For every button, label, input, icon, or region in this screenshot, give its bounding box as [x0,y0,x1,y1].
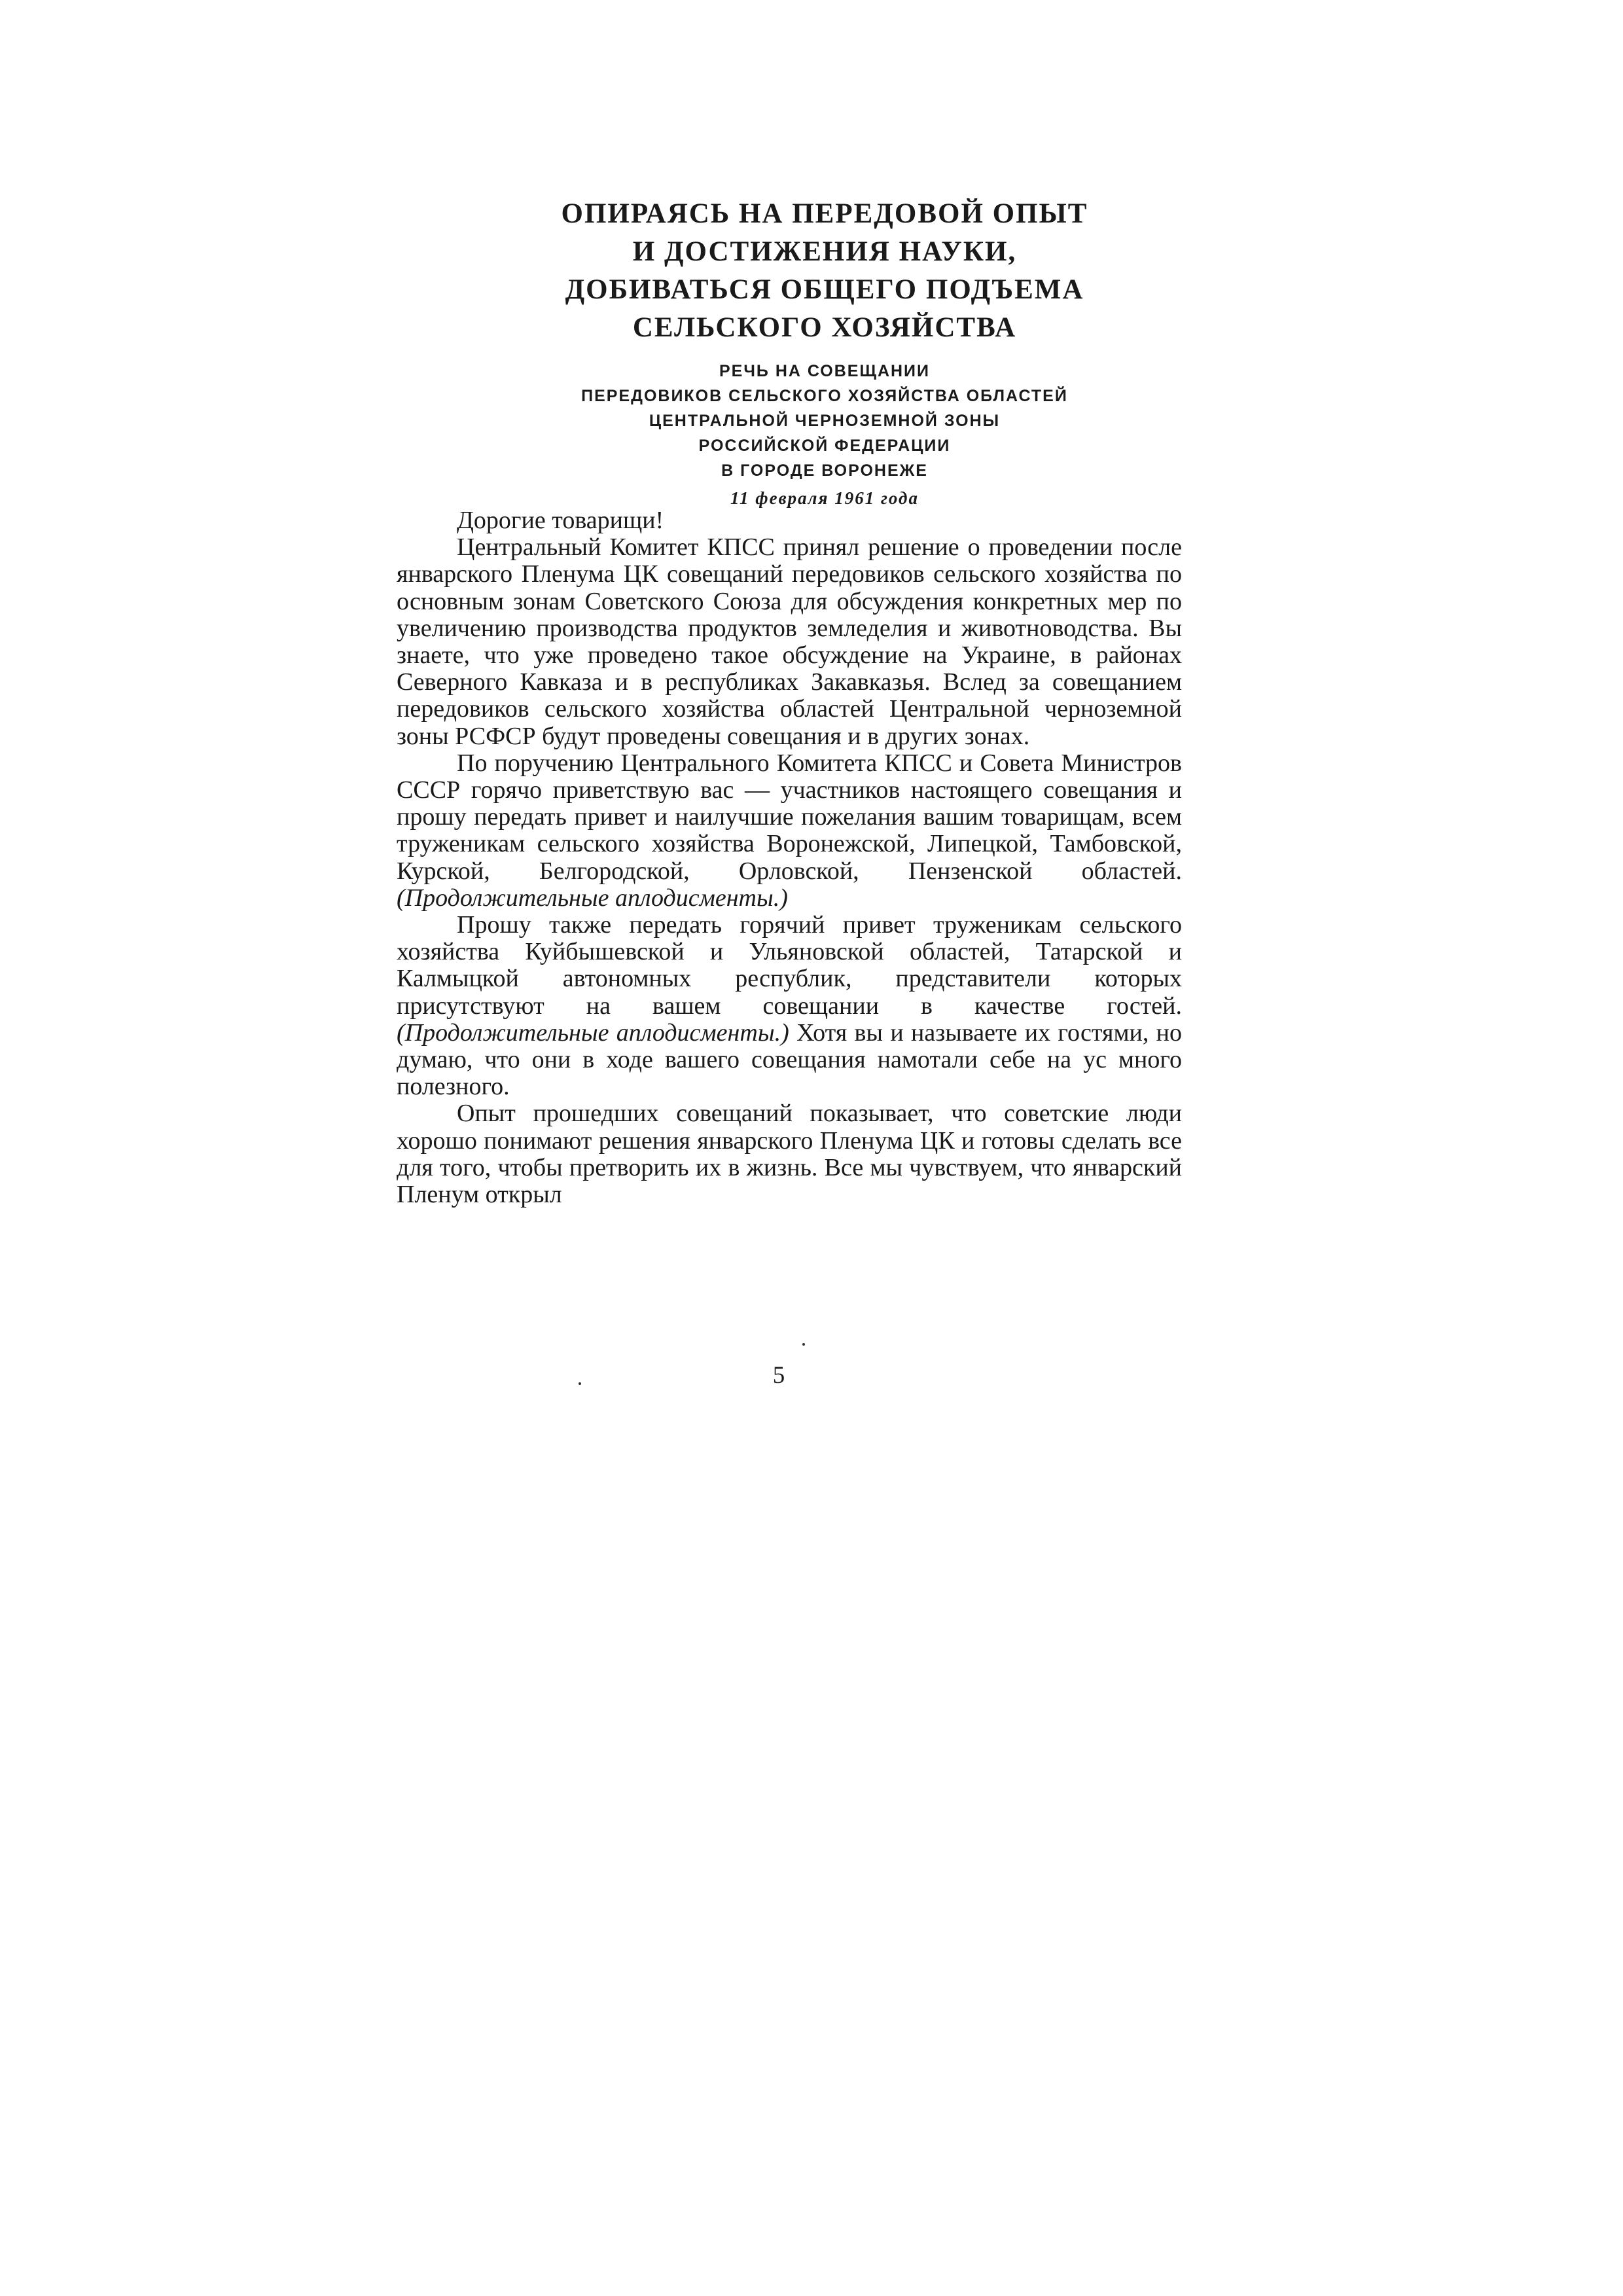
speech-title [399,195,1250,347]
print-speck [579,1382,581,1385]
subtitle-line-2: ПЕРЕДОВИКОВ СЕЛЬСКОГО ХОЗЯЙСТВА ОБЛАСТЕЙ [581,387,1068,405]
title-line-1: ОПИРАЯСЬ НА ПЕРЕДОВОЙ ОПЫТ [561,198,1088,229]
paragraph-3-text: Прошу также передать горячий привет труженикам сельского хозяйства Куйбышевской и Ульяновской областей, Татарской и Калмыцкой автономных республик, представители которых присутствуют на вашем совещании в качестве гостей. [397,911,1182,1020]
paragraph-2 [397,750,1182,912]
title-line-3: ДОБИВАТЬСЯ ОБЩЕГО ПОДЪЕМА [565,274,1084,305]
speech-heading [399,195,1250,512]
paragraph-2-text: По поручению Центрального Комитета КПСС и Совета Министров СССР горячо приветствую вас — участников настоящего совещания и прошу передать привет и наилучшие пожелания вашим товарищам, всем труженикам сельского хозяйства Воронежской, Липецкой, Тамбовской, Курской, Белгородской, Орловской, Пензенской областей. [397,749,1182,885]
applause-note-1: (Продолжительные аплодисменты.) [397,884,788,912]
subtitle-line-5: В ГОРОДЕ ВОРОНЕЖЕ [721,461,928,480]
subtitle-line-4: РОССИЙСКОЙ ФЕДЕРАЦИИ [698,437,951,455]
paragraph-3 [397,912,1182,1100]
subtitle-line-3: ЦЕНТРАЛЬНОЙ ЧЕРНОЗЕМНОЙ ЗОНЫ [649,412,1001,430]
speech-subtitle [399,359,1250,483]
page-number: 5 [772,1362,785,1389]
title-line-2: И ДОСТИЖЕНИЯ НАУКИ, [632,236,1017,267]
subtitle-line-1: РЕЧЬ НА СОВЕЩАНИИ [719,362,930,380]
title-line-4: СЕЛЬСКОГО ХОЗЯЙСТВА [632,312,1017,343]
paragraph-1: Центральный Комитет КПСС принял решение о проведении после январского Пленума ЦК совещаний передовиков сельского хозяйства по основным зонам Советского Союза для обсуждения конкретных мер по увеличению производства продуктов земледелия и животноводства. Вы знаете, что уже проведено такое обсуждение на Украине, в районах Северного Кавказа и в республиках Закавказья. Вслед за совещанием передовиков сельского хозяйства областей Центральной черноземной зоны РСФСР будут проведены совещания и в других зонах. [397,533,1182,750]
speech-date: 11 февраля 1961 года [730,488,919,508]
print-speck [802,1343,805,1346]
applause-note-2: (Продолжительные аплодисменты.) [397,1018,789,1047]
paragraph-4: Опыт прошедших совещаний показывает, что советские люди хорошо понимают решения январского Пленума ЦК и готовы сделать все для того, чтобы претворить их в жизнь. Все мы чувствуем, что январский Пленум открыл [397,1100,1182,1209]
greeting: Дорогие товарищи! [457,507,664,534]
paragraph-3-continuation: Хотя вы и называете их гостями, но думаю, что они в ходе вашего совещания намотали себе на ус много полезного. [397,1018,1183,1101]
speech-body [397,507,1182,1208]
